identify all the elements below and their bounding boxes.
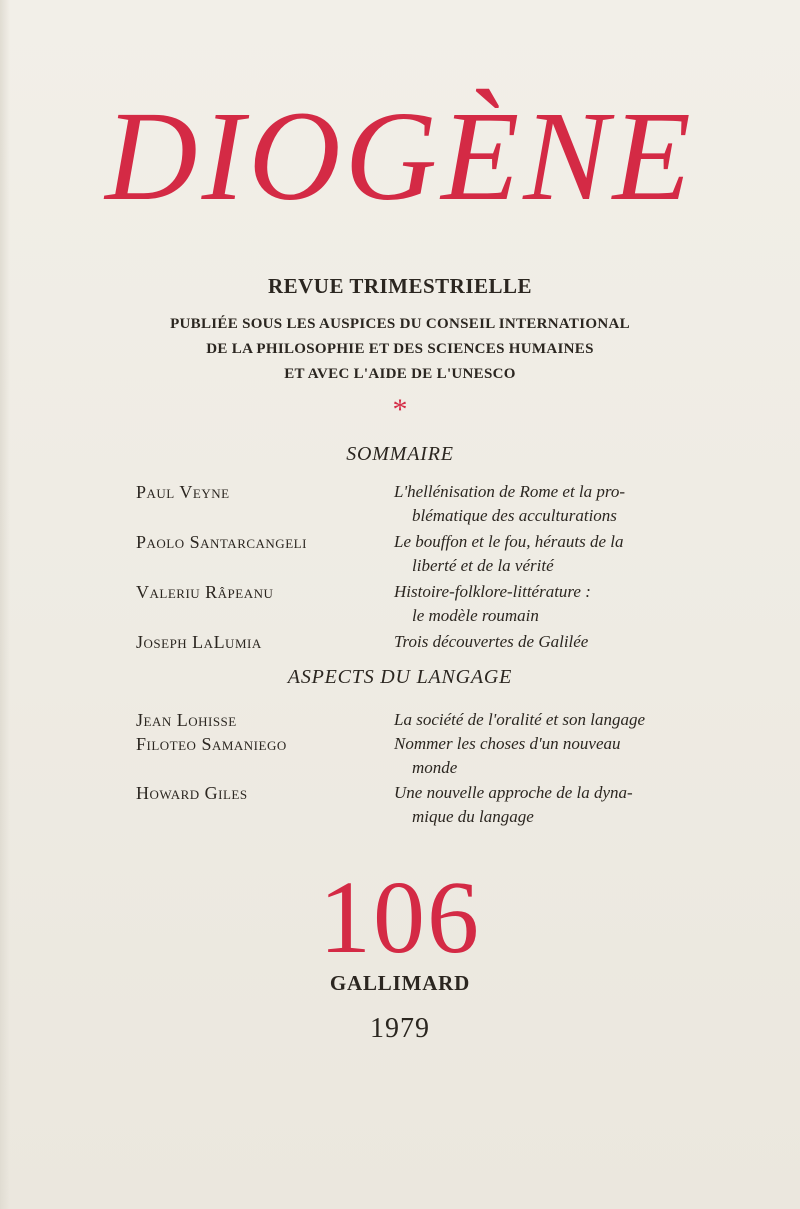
publisher-line-3: ET AVEC L'AIDE DE L'UNESCO	[284, 366, 516, 382]
toc-author: Valeriu Râpeanu	[136, 582, 274, 602]
toc-title-line: Une nouvelle approche de la dyna-	[394, 783, 633, 802]
toc-article-title	[394, 630, 656, 654]
toc-title-line: monde	[412, 758, 458, 777]
toc-author: Howard Giles	[136, 783, 248, 803]
toc-article-title	[394, 708, 656, 732]
section-heading-sommaire: SOMMAIRE	[346, 443, 454, 465]
toc-title-line: Le bouffon et le fou, hérauts de la	[394, 532, 624, 551]
toc-entry	[136, 781, 656, 831]
table-of-contents-main	[136, 480, 656, 656]
toc-article-title	[394, 732, 656, 780]
toc-entry	[136, 732, 656, 781]
publisher-imprint: GALLIMARD	[329, 971, 471, 995]
toc-title-line: Trois découvertes de Galilée	[394, 632, 589, 651]
toc-title-line: liberté et de la vérité	[412, 556, 554, 575]
toc-author: Paul Veyne	[136, 482, 230, 502]
star-ornament-icon: *	[392, 393, 408, 426]
publisher-line-2: DE LA PHILOSOPHIE ET DES SCIENCES HUMAINES	[206, 341, 594, 357]
section-heading-aspects-du-langage: ASPECTS DU LANGAGE	[287, 666, 513, 688]
toc-article-title	[394, 781, 656, 829]
toc-title-line: L'hellénisation de Rome et la pro-	[394, 482, 626, 501]
toc-entry	[136, 708, 656, 732]
issue-number: 106	[319, 860, 481, 975]
toc-author: Filoteo Samaniego	[136, 734, 287, 754]
toc-entry	[136, 530, 656, 580]
toc-author: Jean Lohisse	[136, 710, 237, 730]
toc-title-line: La société de l'oralité et son langage	[394, 710, 646, 729]
toc-title-line: le modèle roumain	[412, 606, 539, 625]
toc-author: Paolo Santarcangeli	[136, 532, 307, 552]
toc-title-line: Histoire-folklore-littérature :	[394, 582, 591, 601]
toc-article-title	[394, 580, 656, 628]
publisher-line-1: PUBLIÉE SOUS LES AUSPICES DU CONSEIL INTERNATIONAL	[170, 316, 630, 332]
toc-author: Joseph LaLumia	[136, 632, 262, 652]
journal-title: DIOGÈNE	[105, 85, 695, 227]
toc-entry	[136, 630, 656, 656]
toc-article-title	[394, 530, 656, 578]
journal-subtitle: REVUE TRIMESTRIELLE	[267, 274, 533, 298]
publication-year: 1979	[370, 1013, 430, 1044]
toc-entry	[136, 480, 656, 530]
toc-entry	[136, 580, 656, 630]
toc-title-line: blématique des acculturations	[412, 506, 617, 525]
table-of-contents-language	[136, 708, 656, 831]
toc-article-title	[394, 480, 656, 528]
toc-title-line: Nommer les choses d'un nouveau	[394, 734, 621, 753]
toc-title-line: mique du langage	[412, 807, 534, 826]
